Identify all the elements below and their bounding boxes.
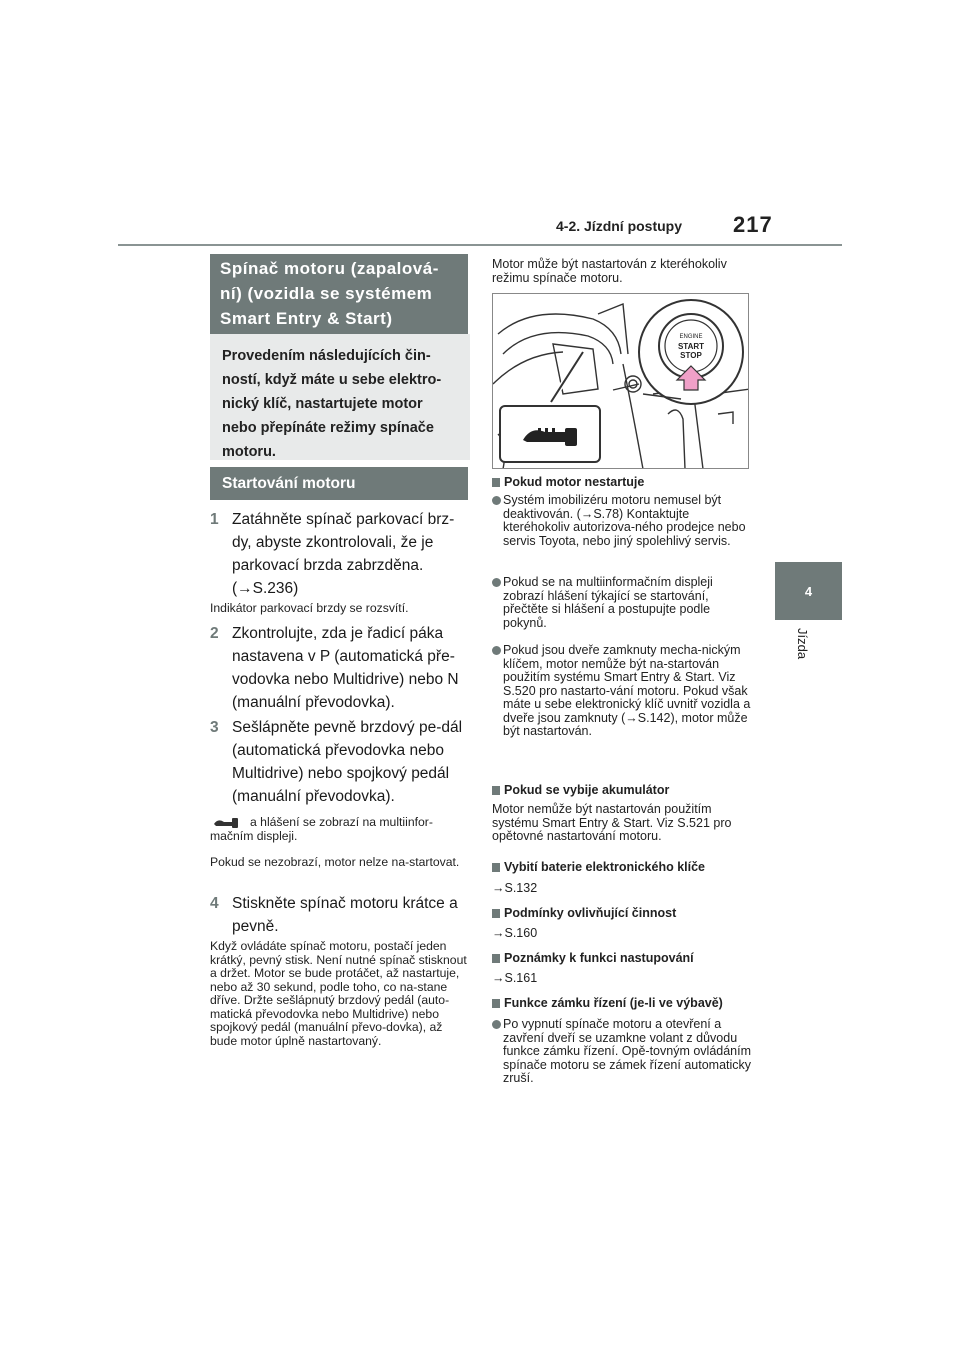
step-text: Zatáhněte spínač parkovací brz-dy, abyste zkontrolovali, že je parkovací brzda zabrzděna. (→S.236) (232, 511, 455, 597)
step-text: Zkontrolujte, zda je řadicí páka nastavena v P (automatická pře-vodovka nebo Multidrive) nebo N (manuální převodovka). (232, 625, 459, 711)
page-number: 217 (733, 212, 773, 237)
button-label-start: START (677, 342, 705, 351)
bullet-text: Pokud jsou dveře zamknuty mecha-nickým klíčem, motor nemůže být na-startován použitím systému Smart Entry & Start. Viz S.520 pro nastarto-vání motoru. Pokud však máte u sebe elektronický klíč uvnitř vozidla a dveře jsou zamknuty (→S.142), motor může být nastartován. (503, 643, 751, 738)
bullet-text: Po vypnutí spínače motoru a otevření a zavření dveří se uzamkne volant z důvodu funkce zámku řízení. Opě-tovným ovládáním spínače motoru se zámek řízení automaticky zruší. (503, 1017, 752, 1085)
heading-battery (492, 783, 754, 797)
step-number: 2 (210, 625, 219, 642)
engine-switch-illustration (492, 293, 749, 469)
note-step-1: Indikátor parkovací brzdy se rozsvítí. (210, 601, 409, 615)
button-label-engine: ENGINE (679, 334, 703, 340)
note-step-3b: Pokud se nezobrazí, motor nelze na-startovat. (210, 855, 460, 869)
dot-bullet-icon (492, 578, 501, 587)
button-label-stop: STOP (680, 351, 702, 360)
page-title: Spínač motoru (zapalová-ní) (vozidla se systémem Smart Entry & Start) (210, 254, 468, 334)
heading-key-battery (492, 860, 754, 874)
step-text: Stiskněte spínač motoru krátce a pevně. (232, 895, 458, 935)
step-number: 4 (210, 895, 219, 912)
right-intro: Motor může být nastartován z kteréhokoliv režimu spínače motoru. (492, 257, 727, 285)
section-header: 4-2. Jízdní postupy (556, 218, 683, 234)
bullet-immobilizer (492, 494, 754, 548)
square-bullet-icon (492, 909, 500, 918)
dot-bullet-icon (492, 646, 501, 655)
bullet-steering-lock (492, 1018, 754, 1086)
step-3 (210, 716, 472, 808)
step-2 (210, 622, 472, 714)
square-bullet-icon (492, 786, 500, 795)
ref-key-battery: →S.132 (492, 881, 538, 895)
heading-conditions (492, 906, 754, 920)
note-step-3a: a hlášení se zobrazí na multiinfor-mačním displeji. (210, 815, 433, 843)
square-bullet-icon (492, 863, 500, 872)
chapter-tab (775, 562, 842, 620)
bullet-display-message (492, 576, 754, 630)
chapter-number: 4 (804, 583, 813, 599)
dot-bullet-icon (492, 496, 501, 505)
bullet-text: Systém imobilizéru motoru nemusel být deaktivován. (→S.78) Kontaktujte kteréhokoliv autorizova-ného prodejce nebo servis Toyota, nebo jiný spolehlivý servis. (503, 493, 746, 548)
heading-text: Pokud motor nestartuje (504, 475, 645, 489)
bullet-mechanical-key (492, 644, 754, 739)
bullet-text: Pokud se na multiinformačním displeji zobrazí hlášení týkající se startování, přečtěte si hlášení a postupujte podle pokynů. (503, 575, 713, 630)
heading-no-start (492, 475, 754, 489)
battery-text: Motor nemůže být nastartován použitím systému Smart Entry & Start. Viz S.521 pro opětovné nastartování motoru. (492, 802, 732, 843)
step-4 (210, 892, 472, 938)
heading-text: Poznámky k funkci nastupování (504, 951, 694, 965)
heading-text: Funkce zámku řízení (je-li ve výbavě) (504, 996, 723, 1010)
square-bullet-icon (492, 954, 500, 963)
heading-entry-notes (492, 951, 754, 965)
chapter-label-text: Jízda (795, 628, 810, 660)
square-bullet-icon (492, 478, 500, 487)
note-step-4: Když ovládáte spínač motoru, postačí jeden krátký, pevný stisk. Není nutné spínač stisknout a držet. Motor se bude protáčet, až nastartuje, nebo až 30 sekund, podle toho, co na-stane dříve. Držte sešlápnutý brzdový pedál (auto-matická převodovka nebo Multidrive) nebo spojkový pedál (manuální převo-dovka), až bude motor úplně nastartovaný. (210, 939, 467, 1048)
section-title: Startování motoru (210, 467, 468, 500)
heading-steering-lock (492, 996, 754, 1010)
chapter-label (792, 628, 822, 688)
step-text: Sešlápněte pevně brzdový pe-dál (automatická převodovka nebo Multidrive) nebo spojkový pedál (manuální převodovka). (232, 719, 463, 805)
step-1 (210, 508, 472, 600)
header-rule (118, 244, 842, 246)
heading-text: Vybití baterie elektronického klíče (504, 860, 706, 874)
step-number: 3 (210, 719, 219, 736)
heading-text: Podmínky ovlivňující činnost (504, 906, 677, 920)
ref-entry-notes: →S.161 (492, 971, 538, 985)
intro-box: Provedením následujících čin-ností, když máte u sebe elektro-nický klíč, nastartujete motor nebo přepínáte režimy spínače motoru. (210, 334, 470, 460)
step-number: 1 (210, 511, 219, 528)
square-bullet-icon (492, 999, 500, 1008)
ref-conditions: →S.160 (492, 926, 538, 940)
heading-text: Pokud se vybije akumulátor (504, 783, 670, 797)
dot-bullet-icon (492, 1020, 501, 1029)
